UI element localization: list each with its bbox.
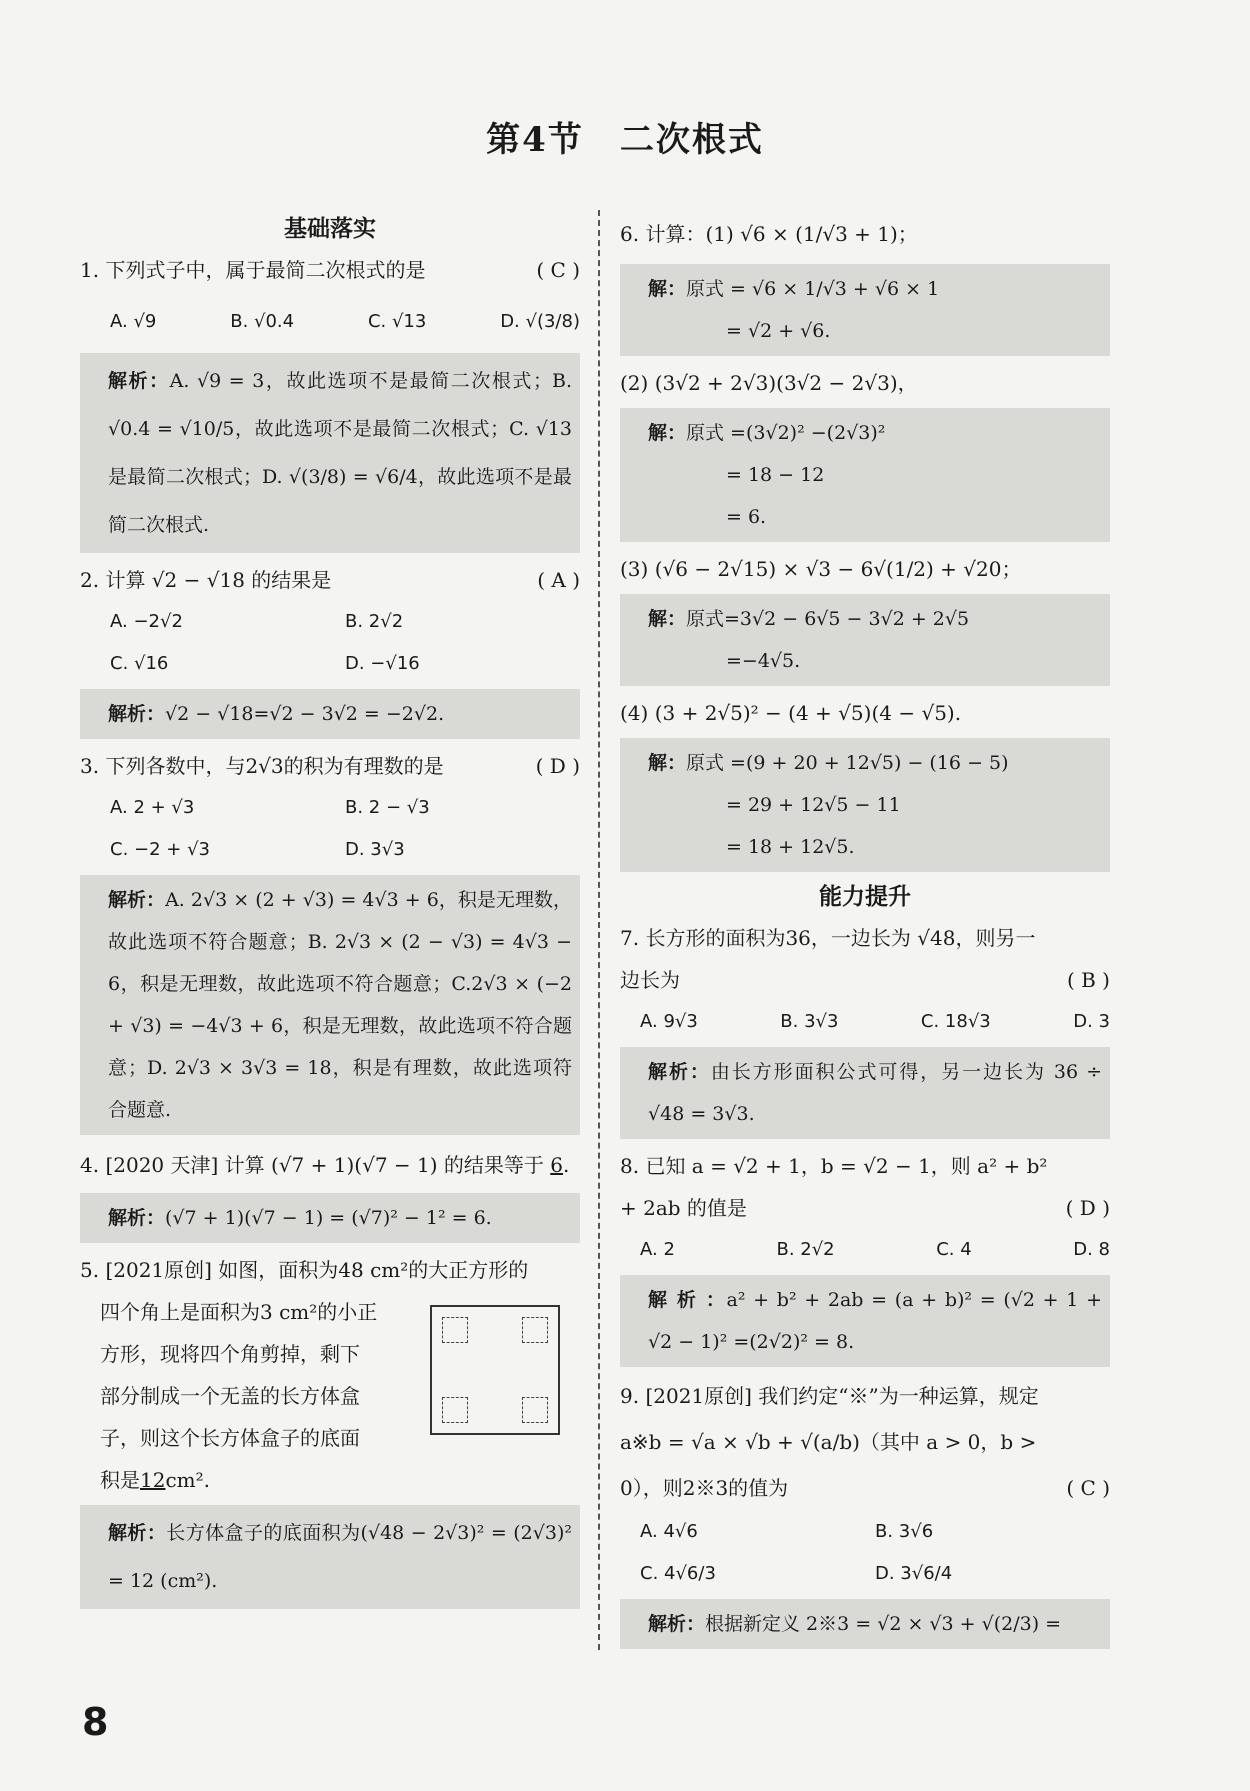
square-figure xyxy=(430,1305,560,1435)
solution-label: 解析： xyxy=(108,889,166,911)
question-8-answer: ( D ) xyxy=(1065,1196,1110,1220)
question-5-line: 四个角上是面积为3 cm²的小正 xyxy=(100,1300,378,1324)
question-4 xyxy=(80,1141,580,1189)
option: C. √16 xyxy=(110,653,169,674)
option: D. 3 xyxy=(1073,1011,1110,1032)
corner-square xyxy=(522,1397,548,1423)
option: A. 4√6 xyxy=(640,1521,698,1542)
solution-label: 解： xyxy=(648,608,687,630)
option: C. −2 + √3 xyxy=(110,839,210,860)
solution-text: 长方体盒子的底面积为(√48 − 2√3)² = (2√3)² = 12 (cm²). xyxy=(108,1522,572,1592)
solution-text: A. 2√3 × (2 + √3) = 4√3 + 6，积是无理数，故此选项不符合题意；B. 2√3 × (2 − √3) = 4√3 − 6，积是无理数，故此选项不符合题意；C.2√3 × (−2 + √3) = −4√3 + 6，积是无理数，故此选项不符合题意；D. 2√3 × 3√3 = 18，积是有理数，故此选项符合题意. xyxy=(108,889,572,1121)
question-9-answer: ( C ) xyxy=(1066,1476,1110,1500)
option: D. 8 xyxy=(1073,1239,1110,1260)
solution-label: 解析： xyxy=(108,370,170,392)
option: A. 2 xyxy=(640,1239,675,1260)
solution-label: 解： xyxy=(648,752,687,774)
option: B. 2√2 xyxy=(345,611,404,632)
question-5-line: 部分制成一个无盖的长方体盒 xyxy=(100,1384,360,1408)
question-3-answer: ( D ) xyxy=(535,754,580,778)
question-9-text: 9. [2021原创] 我们约定“※”为一种运算，规定 a※b = √a × √b + √(a/b)（其中 a > 0，b > 0），则2※3的值为 xyxy=(620,1384,1039,1500)
question-5-solution xyxy=(80,1505,580,1609)
solution-label: 解析： xyxy=(648,1061,711,1083)
option: A. 9√3 xyxy=(640,1011,698,1032)
question-1-answer: ( C ) xyxy=(536,258,580,282)
question-5-line: 子，则这个长方体盒子的底面 xyxy=(100,1426,360,1450)
option: B. √0.4 xyxy=(230,311,295,332)
column-divider xyxy=(598,210,600,1650)
question-5-line xyxy=(80,1459,580,1501)
question-6-solution-2 xyxy=(620,408,1110,542)
question-1-text: 1. 下列式子中，属于最简二次根式的是 xyxy=(80,258,426,282)
question-6-part-2: (2) (3√2 + 2√3)(3√2 − 2√3)， xyxy=(620,371,918,395)
question-4-solution xyxy=(80,1193,580,1243)
question-8-solution xyxy=(620,1275,1110,1367)
solution-line: 原式 = √6 × 1/√3 + √6 × 1 xyxy=(686,278,940,300)
corner-square xyxy=(442,1317,468,1343)
option: A. √9 xyxy=(110,311,157,332)
question-7-options xyxy=(620,1001,1110,1043)
section-title-advanced: 能力提升 xyxy=(819,884,911,910)
solution-text: 由长方形面积公式可得，另一边长为 36 ÷ √48 = 3√3. xyxy=(648,1061,1102,1125)
solution-line: = 29 + 12√5 − 11 xyxy=(726,794,901,816)
question-1-solution xyxy=(80,353,580,553)
right-column xyxy=(620,208,1110,1655)
option: D. √(3/8) xyxy=(500,311,580,332)
question-3-text: 3. 下列各数中，与2√3的积为有理数的是 xyxy=(80,754,444,778)
option: B. 3√6 xyxy=(875,1521,934,1542)
solution-text: a² + b² + 2ab = (a + b)² = (√2 + 1 + √2 − 1)² =(2√2)² = 8. xyxy=(648,1289,1102,1353)
question-5 xyxy=(80,1249,580,1501)
option: C. 18√3 xyxy=(920,1011,991,1032)
solution-line: = √2 + √6. xyxy=(726,320,831,342)
question-8-text: 8. 已知 a = √2 + 1，b = √2 − 1，则 a² + b² + 2ab 的值是 xyxy=(620,1154,1048,1220)
page-title: 第4节 二次根式 xyxy=(486,120,764,160)
question-6-part-4: (4) (3 + 2√5)² − (4 + √5)(4 − √5). xyxy=(620,701,962,725)
solution-text: A. √9 = 3，故此选项不是最简二次根式；B. √0.4 = √10/5，故此选项不是最简二次根式；C. √13 是最简二次根式；D. √(3/8) = √6/4，故此选项不是最简二次根式. xyxy=(108,370,572,536)
question-9-solution xyxy=(620,1599,1110,1649)
question-7-text: 7. 长方形的面积为36，一边长为 √48，则另一边长为 xyxy=(620,926,1036,992)
solution-text: (√7 + 1)(√7 − 1) = (√7)² − 1² = 6. xyxy=(165,1207,492,1229)
question-5-line: 方形，现将四个角剪掉，剩下 xyxy=(100,1342,360,1366)
solution-line: =−4√5. xyxy=(726,650,801,672)
question-6-part-1: 6. 计算：(1) √6 × (1/√3 + 1)； xyxy=(620,222,918,246)
question-3-solution xyxy=(80,875,580,1135)
option: A. 2 + √3 xyxy=(110,797,195,818)
solution-line: = 18 − 12 xyxy=(726,464,825,486)
question-2 xyxy=(80,559,580,601)
question-2-text: 2. 计算 √2 − √18 的结果是 xyxy=(80,568,332,592)
question-2-answer: ( A ) xyxy=(537,568,580,592)
corner-square xyxy=(442,1397,468,1423)
question-6-solution-3 xyxy=(620,594,1110,686)
option: B. 2 − √3 xyxy=(345,797,430,818)
option: D. 3√6/4 xyxy=(875,1563,953,1584)
question-4-text: 4. [2020 天津] 计算 (√7 + 1)(√7 − 1) 的结果等于 xyxy=(80,1153,544,1177)
solution-label: 解析： xyxy=(108,703,166,725)
option: B. 2√2 xyxy=(776,1239,835,1260)
question-1-options xyxy=(80,301,580,343)
solution-line: = 6. xyxy=(726,506,767,528)
question-5-line: 5. [2021原创] 如图，面积为48 cm²的大正方形的 xyxy=(80,1258,529,1282)
option: C. √13 xyxy=(367,311,427,332)
solution-line: = 18 + 12√5. xyxy=(726,836,855,858)
question-6-solution-4 xyxy=(620,738,1110,872)
option: B. 3√3 xyxy=(780,1011,839,1032)
option: D. −√16 xyxy=(345,653,420,674)
solution-line: 原式 =(9 + 20 + 12√5) − (16 − 5) xyxy=(686,752,1009,774)
solution-text: 根据新定义 2※3 = √2 × √3 + √(2/3) = xyxy=(705,1613,1062,1635)
section-title-basic: 基础落实 xyxy=(284,216,376,242)
solution-label: 解 析 ： xyxy=(648,1289,727,1311)
option: D. 3√3 xyxy=(345,839,405,860)
question-7-solution xyxy=(620,1047,1110,1139)
solution-text: √2 − √18=√2 − 3√2 = −2√2. xyxy=(165,703,445,725)
question-9-options xyxy=(620,1511,1110,1595)
question-5-blank: 12 xyxy=(140,1468,166,1492)
option: C. 4 xyxy=(936,1239,972,1260)
solution-label: 解： xyxy=(648,422,687,444)
question-2-solution xyxy=(80,689,580,739)
solution-label: 解析： xyxy=(108,1522,167,1544)
question-7 xyxy=(620,917,1110,1001)
question-7-answer: ( B ) xyxy=(1066,968,1110,992)
question-5-line6-pre: 积是 xyxy=(100,1468,140,1492)
question-3 xyxy=(80,745,580,787)
option: A. −2√2 xyxy=(110,611,183,632)
question-1 xyxy=(80,249,580,291)
solution-line: 原式 =(3√2)² −(2√3)² xyxy=(686,422,886,444)
left-column xyxy=(80,208,580,1615)
question-6-solution-1 xyxy=(620,264,1110,356)
question-9 xyxy=(620,1373,1110,1511)
question-4-blank: 6 xyxy=(550,1153,564,1177)
solution-line: 原式=3√2 − 6√5 − 3√2 + 2√5 xyxy=(686,608,970,630)
question-5-line6-post: cm². xyxy=(165,1468,210,1492)
question-3-options xyxy=(80,787,580,871)
page-number: 8 xyxy=(82,1700,109,1744)
solution-label: 解析： xyxy=(108,1207,166,1229)
question-8 xyxy=(620,1145,1110,1229)
solution-label: 解： xyxy=(648,278,687,300)
question-4-tail: . xyxy=(563,1153,570,1177)
question-2-options xyxy=(80,601,580,685)
question-8-options xyxy=(620,1229,1110,1271)
corner-square xyxy=(522,1317,548,1343)
option: C. 4√6/3 xyxy=(640,1563,716,1584)
question-6-part-3: (3) (√6 − 2√15) × √3 − 6√(1/2) + √20； xyxy=(620,557,1022,581)
solution-label: 解析： xyxy=(648,1613,706,1635)
